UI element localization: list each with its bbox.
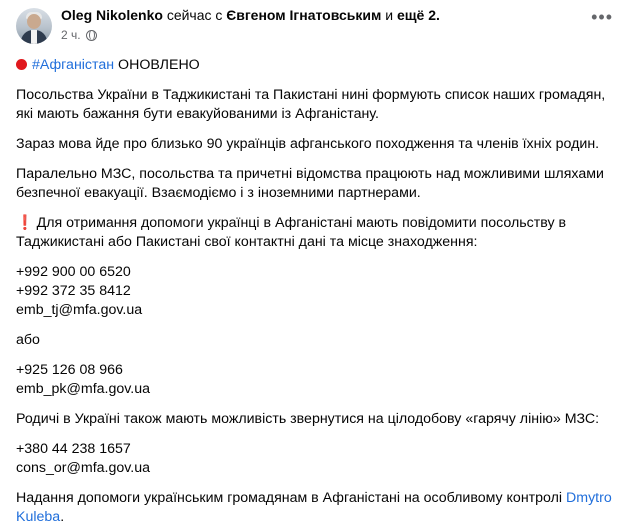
tj-email: emb_tj@mfa.gov.ua	[16, 302, 143, 318]
post-meta	[61, 6, 440, 44]
pk-email: emb_pk@mfa.gov.ua	[16, 381, 151, 397]
globe-icon[interactable]	[86, 30, 97, 41]
ukraine-contacts	[16, 440, 613, 478]
tj-phone-2: +992 372 35 8412	[16, 283, 131, 299]
paragraph-5: Родичі в Україні також мають можливість звернутися на цілодобову «гарячу лінію» МЗС:	[16, 411, 600, 427]
paragraph-6	[16, 489, 613, 527]
paragraph-3: Паралельно МЗС, посольства та причетні відомства працюють над можливими шляхами безпечної евакуації. Взаємодіємо і з іноземними партнерами.	[16, 166, 604, 201]
author-avatar[interactable]	[16, 8, 52, 44]
author-name[interactable]: Oleg Nikolenko	[61, 7, 163, 23]
updated-label: ОНОВЛЕНО	[118, 57, 200, 73]
paragraph-6-end: .	[60, 509, 65, 525]
post-header	[16, 6, 613, 52]
post-content	[16, 56, 613, 527]
ua-email: cons_or@mfa.gov.ua	[16, 460, 151, 476]
paragraph-4	[16, 214, 613, 252]
pakistan-contacts	[16, 361, 613, 399]
tag-line	[16, 56, 613, 75]
paragraph-1: Посольства України в Таджикистані та Пакистані нині формують список наших громадян, які мають бажання бути евакуйованими із Афганістану.	[16, 87, 606, 122]
mention-link[interactable]: Dmytro Kuleba	[16, 490, 612, 525]
tj-phone-1: +992 900 00 6520	[16, 264, 131, 280]
red-circle-icon	[16, 59, 27, 70]
post-time[interactable]: 2 ч.	[61, 28, 81, 42]
paragraph-2: Зараз мова йде про близько 90 українців афганського походження та членів їхніх родин.	[16, 136, 600, 152]
tajikistan-contacts	[16, 263, 613, 320]
tagged-person[interactable]: Євгеном Ігнатовським	[226, 7, 382, 23]
ua-phone: +380 44 238 1657	[16, 441, 131, 457]
hashtag-link[interactable]: #Афганістан	[32, 57, 115, 73]
pk-phone: +925 126 08 966	[16, 362, 123, 378]
or-text: або	[16, 332, 40, 348]
tagged-others[interactable]: ещё 2.	[396, 7, 440, 23]
paragraph-6-text: Надання допомоги українським громадянам в Афганістані на особливому контролі	[16, 490, 563, 506]
more-options-icon[interactable]: •••	[591, 7, 613, 27]
paragraph-4-text: Для отримання допомоги українці в Афганістані мають повідомити посольству в Таджикистані або Пакистані свої контактні дані та місце знаходження:	[16, 215, 567, 250]
and-text: и	[385, 7, 394, 23]
exclamation-icon: ❗	[16, 215, 34, 231]
with-text: сейчас с	[166, 7, 223, 23]
